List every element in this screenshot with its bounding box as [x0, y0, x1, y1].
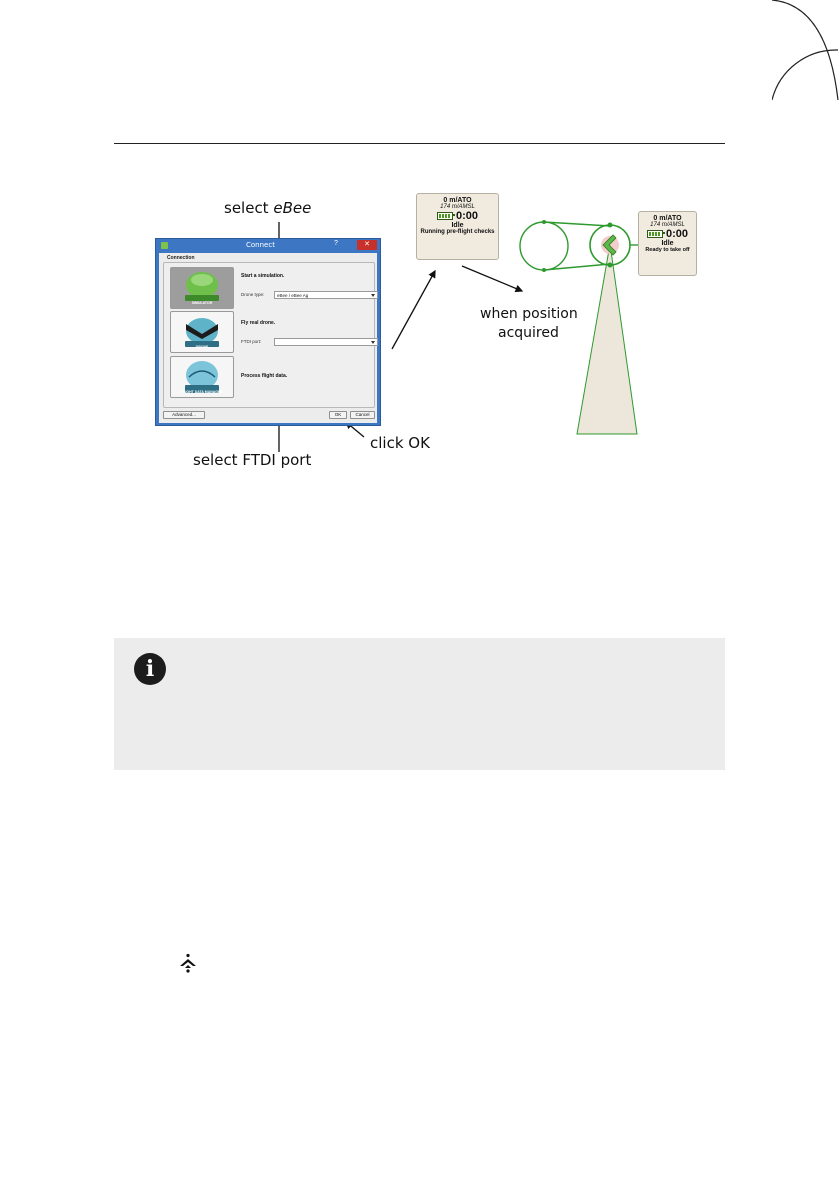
- ftdi-port-select[interactable]: [274, 338, 378, 346]
- chevron-down-icon: [371, 341, 375, 344]
- close-button[interactable]: ✕: [357, 240, 377, 250]
- drone-type-value: eBee / eBee Ag: [277, 293, 309, 298]
- flight-data-tile[interactable]: [170, 356, 234, 398]
- hud-status: Running pre-flight checks: [420, 229, 495, 235]
- crop-mark: [772, 0, 839, 100]
- drone-icon: [179, 953, 197, 973]
- connection-group: [163, 262, 375, 408]
- process-data-option-title: Process flight data.: [241, 373, 288, 379]
- simulator-caption: SIMULATOR: [191, 301, 213, 305]
- cancel-button[interactable]: Cancel: [350, 411, 375, 419]
- advanced-button[interactable]: Advanced...: [163, 411, 205, 419]
- select-ftdi-annotation: select FTDI port: [193, 451, 312, 469]
- dialog-titlebar: [156, 239, 380, 253]
- ftdi-port-label: FTDI port:: [241, 339, 262, 344]
- drone-type-select[interactable]: [274, 291, 378, 299]
- drone-tile[interactable]: [170, 311, 234, 353]
- info-icon: i: [134, 653, 166, 685]
- hud-timer-row: [639, 228, 696, 240]
- note-box: [114, 638, 725, 770]
- simulator-tile[interactable]: [170, 267, 234, 309]
- hud-preflight: [416, 193, 499, 260]
- drone-type-label: Drone type:: [241, 292, 265, 297]
- select-ebee-prefix: select: [224, 199, 274, 217]
- hud-ready: [638, 211, 697, 276]
- hud-timer: 0:00: [455, 210, 479, 222]
- hud-timer: 0:00: [665, 228, 689, 240]
- battery-icon: [647, 230, 663, 238]
- chevron-down-icon: [371, 294, 375, 297]
- hud-altitude: 0 m/ATO: [443, 197, 472, 204]
- when-position-line1: when position: [480, 306, 578, 322]
- dialog-body: [159, 253, 377, 423]
- connect-dialog: [155, 238, 381, 426]
- simulation-option-title: Start a simulation.: [241, 273, 285, 279]
- help-button[interactable]: ?: [334, 240, 338, 247]
- ok-button[interactable]: OK: [329, 411, 347, 419]
- hud-status: Ready to take off: [645, 247, 690, 253]
- flight-data-caption: FLIGHT DATA MANAGER: [181, 390, 223, 394]
- when-position-line2: acquired: [498, 325, 559, 341]
- hud-amsl: 174 m/AMSL: [440, 204, 475, 210]
- hud-altitude: 0 m/ATO: [653, 215, 682, 222]
- hud-state: Idle: [451, 222, 464, 229]
- connection-group-label: Connection: [167, 255, 195, 261]
- battery-icon: [437, 212, 453, 220]
- click-ok-annotation: click OK: [370, 434, 430, 452]
- app-icon: [161, 242, 168, 249]
- drone-caption: DRONE: [195, 345, 209, 349]
- hud-amsl: 174 m/AMSL: [650, 222, 685, 228]
- real-drone-option-title: Fly real drone.: [241, 320, 276, 326]
- dialog-title: Connect: [246, 241, 275, 249]
- select-ebee-annotation: [224, 199, 311, 217]
- select-ebee-name: eBee: [273, 199, 312, 217]
- hud-timer-row: [417, 210, 498, 222]
- header-rule: [114, 143, 725, 144]
- hud-state: Idle: [661, 240, 674, 247]
